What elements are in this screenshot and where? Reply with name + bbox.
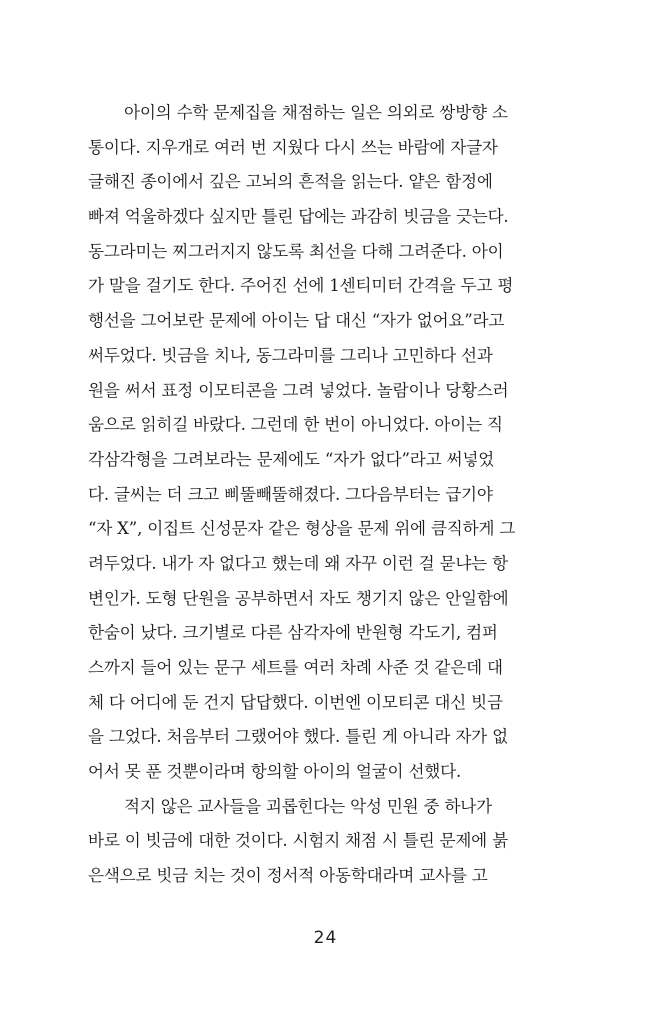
text-line: 려두었다. 내가 자 없다고 했는데 왜 자꾸 이런 걸 묻냐는 항 bbox=[88, 553, 508, 573]
body-text bbox=[88, 96, 528, 894]
text-line: 행선을 그어보란 문제에 아이는 답 대신 “자가 없어요”라고 bbox=[88, 311, 505, 331]
text-line: 적지 않은 교사들을 괴롭힌다는 악성 민원 중 하나가 bbox=[124, 796, 492, 816]
text-line: 체 다 어디에 둔 건지 답답했다. 이번엔 이모티콘 대신 빗금 bbox=[88, 692, 503, 712]
text-line: 써두었다. 빗금을 치나, 동그라미를 그리나 고민하다 선과 bbox=[88, 345, 493, 365]
text-line: 은색으로 빗금 치는 것이 정서적 아동학대라며 교사를 고 bbox=[88, 866, 488, 886]
page-number: 24 bbox=[313, 928, 338, 948]
text-line: 변인가. 도형 단원을 공부하면서 자도 챙기지 않은 안일함에 bbox=[88, 588, 509, 608]
text-line: 한숨이 났다. 크기별로 다른 삼각자에 반원형 각도기, 컴퍼 bbox=[88, 623, 498, 643]
text-line: 빠져 억울하겠다 싶지만 틀린 답에는 과감히 빗금을 긋는다. bbox=[88, 207, 509, 227]
text-line: 움으로 읽히길 바랐다. 그런데 한 번이 아니었다. 아이는 직 bbox=[88, 415, 503, 435]
text-line: 글해진 종이에서 깊은 고뇌의 흔적을 읽는다. 얕은 함정에 bbox=[88, 172, 493, 192]
text-line: “자 X”, 이집트 신성문자 같은 형상을 문제 위에 큼직하게 그 bbox=[88, 519, 516, 539]
text-line: 스까지 들어 있는 문구 세트를 여러 차례 사준 것 같은데 대 bbox=[88, 658, 503, 677]
text-line: 원을 써서 표정 이모티콘을 그려 넣었다. 놀람이나 당황스러 bbox=[88, 380, 509, 400]
text-line: 가 말을 걸기도 한다. 주어진 선에 1센티미터 간격을 두고 평 bbox=[88, 276, 514, 296]
text-line: 바로 이 빗금에 대한 것이다. 시험지 채점 시 틀린 문제에 붉 bbox=[88, 831, 508, 851]
text-line: 통이다. 지우개로 여러 번 지웠다 다시 쓰는 바람에 자글자 bbox=[88, 137, 498, 157]
text-line: 을 그었다. 처음부터 그랬어야 했다. 틀린 게 아니라 자가 없 bbox=[88, 727, 508, 747]
text-line: 각삼각형을 그려보라는 문제에도 “자가 없다”라고 써넣었 bbox=[88, 449, 495, 469]
text-line: 동그라미는 찌그러지지 않도록 최선을 다해 그려준다. 아이 bbox=[88, 241, 504, 261]
text-line: 아이의 수학 문제집을 채점하는 일은 의외로 쌍방향 소 bbox=[124, 103, 508, 122]
text-line: 다. 글씨는 더 크고 삐뚤빼뚤해졌다. 그다음부터는 급기야 bbox=[88, 484, 493, 504]
text-line: 어서 못 푼 것뿐이라며 항의할 아이의 얼굴이 선했다. bbox=[88, 762, 462, 782]
